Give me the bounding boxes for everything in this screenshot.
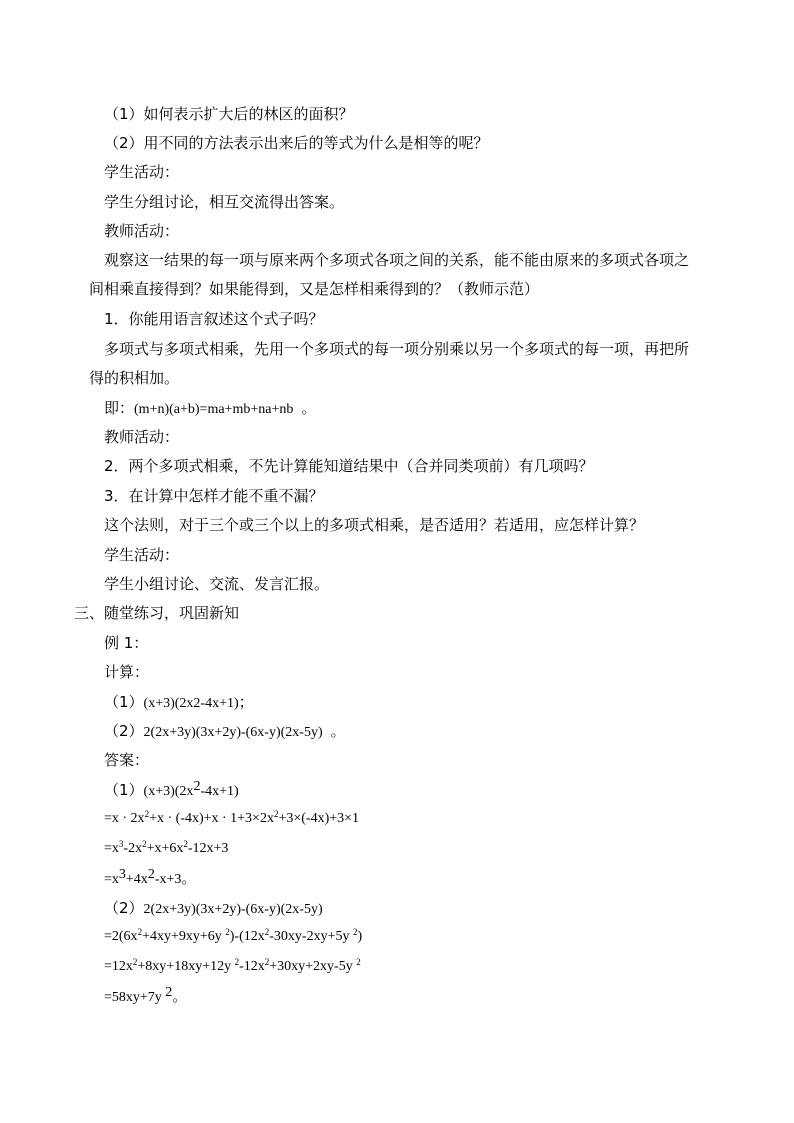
formula-prefix: 即： <box>104 399 135 417</box>
expr-part: +3×(-4x)+3×1 <box>278 811 360 826</box>
question-1: （1）如何表示扩大后的林区的面积？ <box>104 105 354 123</box>
expr-part: =x · 2x <box>104 811 145 826</box>
exponent: 2 <box>264 957 270 967</box>
question-three-polynomials: 这个法则，对于三个或三个以上的多项式相乘，是否适用？若适用，应怎样计算？ <box>104 516 645 534</box>
expr-part: )-(12x <box>229 929 265 944</box>
line-end: 。 <box>181 869 197 887</box>
question-terms: 2．两个多项式相乘，不先计算能知道结果中（合并同类项前）有几项吗？ <box>104 457 594 475</box>
question-no-miss: 3．在计算中怎样才能不重不漏？ <box>104 487 324 505</box>
exponent: 2 <box>132 957 138 967</box>
expr-part: =x <box>104 872 119 887</box>
teacher-activity-heading-2: 教师活动： <box>104 428 180 446</box>
expr-part: =x <box>104 841 119 856</box>
expr-part: -12x+3 <box>187 841 229 856</box>
exponent: 2 <box>142 839 147 849</box>
expr-part: -2x <box>123 841 143 856</box>
exponent: 2 <box>234 957 240 967</box>
exponent: 2 <box>225 927 230 937</box>
answer-1-line-4 <box>104 868 196 890</box>
answer-2-line-2 <box>104 927 362 947</box>
expr-part: +x · (-4x)+x · 1+3×2x <box>149 811 274 826</box>
expr-part: +x+6x <box>146 841 184 856</box>
question-describe: 1．你能用语言叙述这个式子吗？ <box>104 310 324 328</box>
expr-part: =2(6x <box>104 929 138 944</box>
question-2: （2）用不同的方法表示出来后的等式为什么是相等的呢？ <box>104 134 489 152</box>
line-end: 。 <box>172 987 188 1005</box>
formula-line <box>104 398 316 420</box>
answer-2-line-3 <box>104 957 361 977</box>
exponent: 3 <box>118 839 124 849</box>
formula-end: 。 <box>301 399 317 417</box>
exponent: 2 <box>137 927 143 937</box>
answer-1-expr-part: (x+3)(2x <box>143 784 194 799</box>
exponent: 2 <box>147 867 155 882</box>
exercise-2-expression: 2(2x+3y)(3x+2y)-(6x-y)(2x-5y) <box>143 725 323 740</box>
exponent: 2 <box>165 985 173 1000</box>
student-activity-heading-2: 学生活动： <box>104 546 180 564</box>
exercise-1 <box>104 692 254 714</box>
expr-part: -x+3 <box>154 872 182 887</box>
rule-paragraph-line-1: 多项式与多项式相乘，先用一个多项式的每一项分别乘以另一个多项式的每一项，再把所 <box>104 340 690 358</box>
exponent: 3 <box>118 867 126 882</box>
compute-label: 计算： <box>104 663 150 681</box>
formula-expression: (m+n)(a+b)=ma+mb+na+nb <box>134 402 294 417</box>
exponent: 2 <box>356 957 361 967</box>
answer-1-line-2 <box>104 809 359 829</box>
answer-2-line-4 <box>104 986 187 1008</box>
answer-2-line-1 <box>104 898 323 920</box>
exercise-2-label: （2） <box>104 722 144 740</box>
example-1-label: 例 1： <box>104 634 149 652</box>
answer-1-expr-part: -4x+1) <box>200 784 239 799</box>
expr-part: -12x <box>239 959 265 974</box>
expr-part: +8xy+18xy+12y <box>137 959 235 974</box>
exercise-1-expression: (x+3)(2x2-4x+1) <box>143 696 239 711</box>
expr-part: +4x <box>125 872 148 887</box>
observe-paragraph-line-2: 间相乘直接得到？如果能得到，又是怎样相乘得到的？（教师示范） <box>89 280 540 298</box>
exercise-1-label: （1） <box>104 693 144 711</box>
answer-1-line-3 <box>104 839 228 859</box>
expr-part: +30xy+2xy-5y <box>269 959 357 974</box>
exponent: 2 <box>273 809 279 819</box>
answer-2-label: （2） <box>104 899 144 917</box>
answer-label: 答案： <box>104 751 150 769</box>
student-activity-heading: 学生活动： <box>104 163 180 181</box>
answer-1-label: （1） <box>104 781 144 799</box>
expr-part: =12x <box>104 959 133 974</box>
student-discuss-text: 学生小组讨论、交流、发言汇报。 <box>104 575 330 593</box>
exponent: 2 <box>183 839 188 849</box>
expr-part: ) <box>357 929 363 944</box>
observe-paragraph-line-1: 观察这一结果的每一项与原来两个多项式各项之间的关系，能不能由原来的多项式各项之 <box>104 251 690 269</box>
answer-2-expression: 2(2x+3y)(3x+2y)-(6x-y)(2x-5y) <box>143 902 323 917</box>
exercise-1-end: ； <box>238 693 254 711</box>
rule-paragraph-line-2: 得的积相加。 <box>89 369 180 387</box>
teacher-activity-heading: 教师活动： <box>104 222 180 240</box>
exponent: 2 <box>144 809 150 819</box>
exercise-2-end: 。 <box>330 722 346 740</box>
section-heading: 三、随堂练习，巩固新知 <box>74 604 240 622</box>
exponent: 2 <box>264 927 270 937</box>
exponent: 2 <box>193 779 201 794</box>
student-group-text: 学生分组讨论，相互交流得出答案。 <box>104 193 345 211</box>
exercise-2 <box>104 721 346 743</box>
answer-1-line-1 <box>104 780 239 802</box>
expr-part: -30xy-2xy+5y <box>269 929 353 944</box>
exponent: 2 <box>352 927 358 937</box>
expr-part: +4xy+9xy+6y <box>142 929 226 944</box>
expr-part: =58xy+7y <box>104 990 166 1005</box>
